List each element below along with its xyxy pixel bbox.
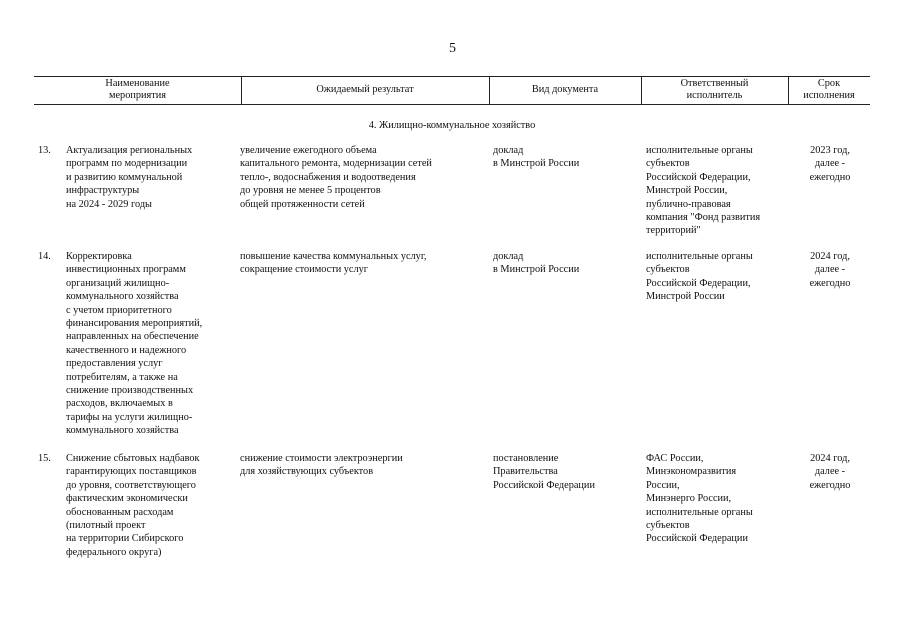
section-title: 4. Жилищно-коммунальное хозяйство <box>368 120 536 131</box>
responsible-executor: исполнительные органы субъектов Российской Федерации, Минстрой России, публично-правовая компания "Фонд развития территорий" <box>646 145 761 237</box>
event-name: Корректировка инвестиционных программ организаций жилищно- коммунального хозяйства с учетом приоритетного финансирования мероприятий, направленных на обеспечение качественного и надежного предоставления услуг потребителям, а также на снижение производственных расходов, включаемых в тарифы на услуги жилищно- коммунального хозяйства <box>66 251 203 437</box>
deadline: 2024 год, далее - ежегодно <box>809 453 851 491</box>
document-type: доклад в Минстрой России <box>493 145 580 170</box>
deadline: 2023 год, далее - ежегодно <box>809 145 851 183</box>
responsible-executor: ФАС России, Минэкономразвития России, Минэнерго России, исполнительные органы субъектов Российской Федерации <box>646 453 753 545</box>
responsible-executor: исполнительные органы субъектов Российской Федерации, Минстрой России <box>646 251 753 303</box>
document-type: постановление Правительства Российской Федерации <box>493 453 595 491</box>
header-event-name: Наименование мероприятия <box>105 77 170 101</box>
event-name: Снижение сбытовых надбавок гарантирующих поставщиков до уровня, соответствующего фактическим экономически обоснованным расходам (пилотный проект на территории Сибирского федерального округа) <box>66 453 200 558</box>
expected-result: повышение качества коммунальных услуг, сокращение стоимости услуг <box>240 251 427 276</box>
document-type: доклад в Минстрой России <box>493 251 580 276</box>
header-document-type: Вид документа <box>531 83 599 95</box>
header-bottom-rule <box>34 104 870 105</box>
row-number: 14. <box>38 251 51 262</box>
header-deadline: Срок исполнения <box>803 77 855 101</box>
page-number: 5 <box>449 41 456 56</box>
row-number: 13. <box>38 145 51 156</box>
expected-result: увеличение ежегодного объема капитального ремонта, модернизации сетей тепло-, водоснабжения и водоотведения до уровня не менее 5 процентов общей протяженности сетей <box>240 145 432 210</box>
row-number: 15. <box>38 453 51 464</box>
event-name: Актуализация региональных программ по модернизации и развитию коммунальной инфраструктуры на 2024 - 2029 годы <box>66 145 193 210</box>
header-expected-result: Ожидаемый результат <box>316 83 414 95</box>
deadline: 2024 год, далее - ежегодно <box>809 251 851 289</box>
expected-result: снижение стоимости электроэнергии для хозяйствующих субъектов <box>240 453 403 478</box>
header-responsible: Ответственный исполнитель <box>680 77 749 101</box>
